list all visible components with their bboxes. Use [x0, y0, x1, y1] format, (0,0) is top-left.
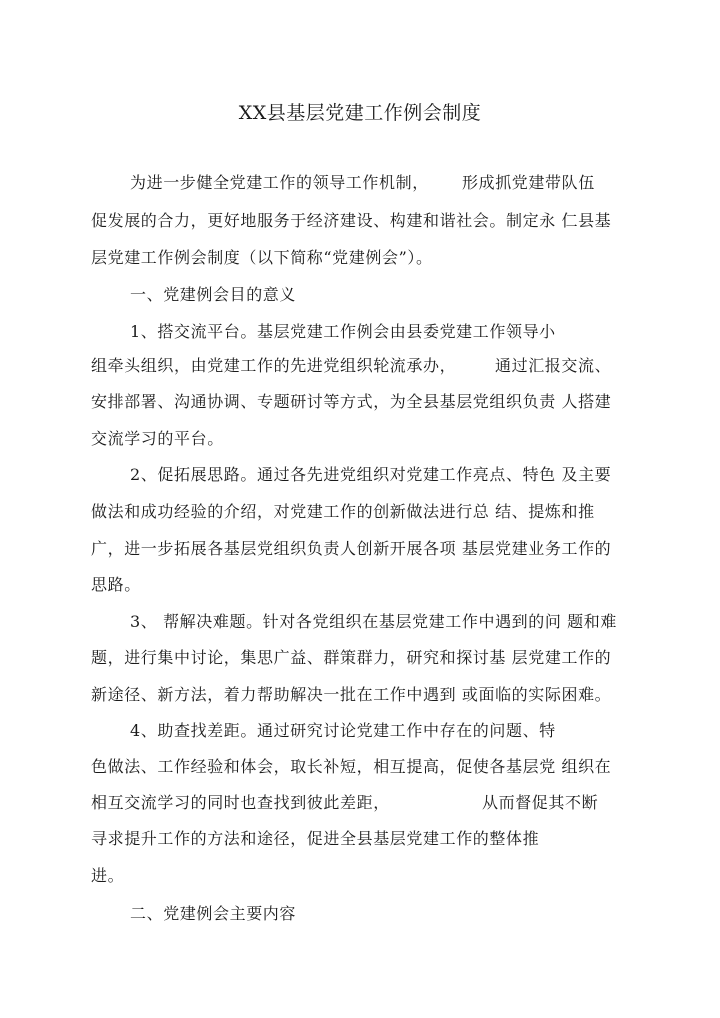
paragraph-line: 层党建工作例会制度（以下简称“党建例会”）。: [91, 248, 433, 267]
paragraph-line: 2、促拓展思路。通过各先进党组织对党建工作亮点、特色 及主要: [130, 465, 612, 484]
paragraph-line: 通过汇报交流、: [495, 356, 612, 375]
paragraph-line: 新途径、新方法，着力帮助解决一批在工作中遇到 或面临的实际困难。: [91, 685, 612, 704]
paragraph-line: 寻求提升工作的方法和途径，促进全县基层党建工作的整体推: [91, 829, 540, 848]
paragraph-line: 3、 帮解决难题。针对各党组织在基层党建工作中遇到的问 题和难: [130, 612, 617, 631]
paragraph-line: 思路。: [91, 575, 141, 594]
paragraph-line: 为进一步健全党建工作的领导工作机制，: [130, 173, 429, 192]
paragraph-line: 1、搭交流平台。基层党建工作例会由县委党建工作领导小: [130, 322, 556, 341]
paragraph-line: 4、助查找差距。通过研究讨论党建工作中存在的问题、特: [130, 721, 556, 740]
paragraph-line: 促发展的合力，更好地服务于经济建设、构建和谐社会。制定永 仁县基: [91, 211, 612, 230]
paragraph-line: 交流学习的平台。: [91, 429, 224, 448]
paragraph-line: 色做法、工作经验和体会，取长补短，相互提高，促使各基层党 组织在: [91, 757, 612, 776]
document-title: XX县基层党建工作例会制度: [238, 102, 482, 124]
paragraph-line: 形成抓党建带队伍: [462, 173, 595, 192]
paragraph-line: 广，进一步拓展各基层党组织负责人创新开展各项 基层党建业务工作的: [91, 539, 612, 558]
paragraph-line: 安排部署、沟通协调、专题研讨等方式，为全县基层党组织负责 人搭建: [91, 392, 612, 411]
paragraph-line: 题，进行集中讨论，集思广益、群策群力，研究和探讨基 层党建工作的: [91, 648, 612, 667]
paragraph-line: 做法和成功经验的介绍，对党建工作的创新做法进行总 结、提炼和推: [91, 502, 595, 521]
paragraph-line: 组牵头组织，由党建工作的先进党组织轮流承办，: [91, 356, 457, 375]
paragraph-line: 从而督促其不断: [482, 793, 599, 812]
section-heading: 二、党建例会主要内容: [130, 904, 297, 923]
paragraph-line: 进。: [91, 866, 125, 885]
section-heading: 一、党建例会目的意义: [130, 285, 297, 304]
paragraph-line: 相互交流学习的同时也查找到彼此差距，: [91, 793, 390, 812]
